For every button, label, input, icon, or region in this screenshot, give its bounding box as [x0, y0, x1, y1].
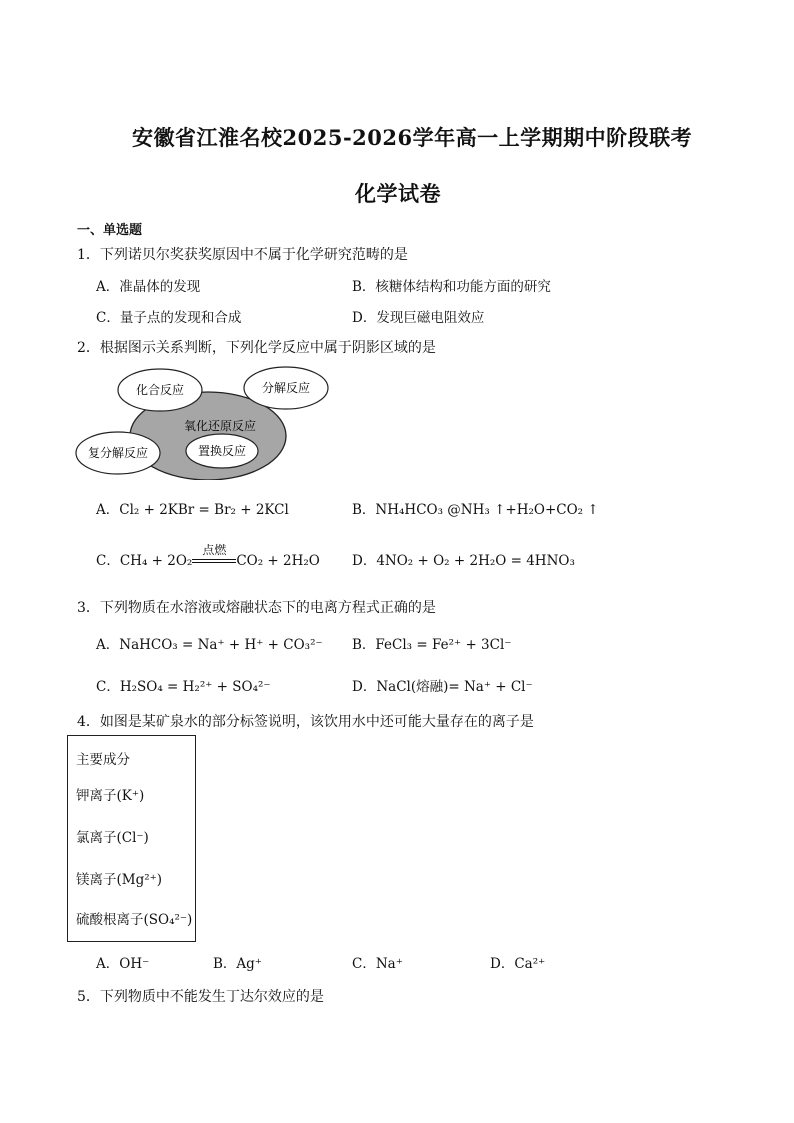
question-1-stem: 1．下列诺贝尔奖获奖原因中不属于化学研究范畴的是	[77, 247, 408, 263]
question-1-option-a[interactable]: A．准晶体的发现	[96, 279, 201, 295]
option-label: C．	[96, 553, 120, 569]
question-3-option-d[interactable]	[352, 675, 533, 695]
option-label: A．	[96, 637, 120, 653]
option-label: A．	[96, 502, 120, 518]
equation-right: CO₂ + 2H₂O	[236, 553, 320, 569]
option-label: B．	[352, 502, 376, 518]
option-label: D．	[352, 679, 377, 695]
equation: NaCl(熔融)= Na⁺ + Cl⁻	[376, 679, 533, 695]
condition-label: 点燃	[202, 542, 227, 557]
reaction-venn-diagram	[72, 360, 332, 480]
decomposition-label: 分解反应	[261, 381, 311, 395]
equation: NaHCO₃ = Na⁺ + H⁺ + CO₃²⁻	[119, 637, 323, 653]
equation: Cl₂ + 2KBr = Br₂ + 2KCl	[119, 502, 289, 518]
equation: FeCl₃ = Fe²⁺ + 3Cl⁻	[375, 637, 512, 653]
option-label: D．	[352, 553, 377, 569]
equation: 4NO₂ + O₂ + 2H₂O = 4HNO₃	[376, 553, 575, 569]
question-4-option-c[interactable]: C．Na⁺	[352, 956, 403, 972]
question-3-option-c[interactable]	[96, 675, 271, 695]
question-4-option-b[interactable]: B．Ag⁺	[213, 956, 262, 972]
question-2-option-c[interactable]	[96, 542, 320, 569]
question-1-option-c[interactable]: C．量子点的发现和合成	[96, 310, 242, 326]
mineral-water-label	[67, 735, 196, 942]
equation: NH₄HCO₃ @NH₃ ↑+H₂O+CO₂ ↑	[375, 502, 599, 518]
question-2-option-b[interactable]	[352, 498, 599, 518]
question-2-option-d[interactable]	[352, 549, 575, 569]
equation: H₂SO₄ = H₂²⁺ + SO₄²⁻	[119, 679, 271, 695]
page-subtitle: 化学试卷	[355, 181, 441, 206]
page-title: 安徽省江淮名校2025-2026学年高一上学期期中阶段联考	[132, 125, 693, 150]
label-row-chloride: 氯离子(Cl⁻)	[76, 830, 149, 846]
question-3-option-b[interactable]	[352, 633, 511, 653]
equation-left: CH₄ + 2O₂	[119, 553, 193, 569]
question-1-option-b[interactable]: B．核糖体结构和功能方面的研究	[352, 279, 551, 295]
question-4-option-d[interactable]: D．Ca²⁺	[490, 956, 546, 972]
question-3-option-a[interactable]	[96, 633, 323, 653]
combination-label: 化合反应	[135, 383, 185, 397]
label-row-magnesium: 镁离子(Mg²⁺)	[76, 872, 163, 888]
question-2-stem: 2．根据图示关系判断，下列化学反应中属于阴影区域的是	[77, 340, 436, 356]
option-label: C．	[96, 679, 120, 695]
label-row-sulfate: 硫酸根离子(SO₄²⁻)	[76, 912, 193, 928]
question-4-option-a[interactable]: A．OH⁻	[96, 956, 150, 972]
section-heading: 一、单选题	[77, 223, 143, 238]
question-5-stem: 5．下列物质中不能发生丁达尔效应的是	[77, 989, 324, 1005]
question-2-option-a[interactable]	[96, 498, 289, 518]
label-row-heading: 主要成分	[76, 752, 130, 768]
ignite-condition	[192, 542, 236, 569]
option-label: B．	[352, 637, 376, 653]
question-4-stem: 4．如图是某矿泉水的部分标签说明，该饮用水中还可能大量存在的离子是	[77, 714, 534, 730]
redox-label: 氧化还原反应	[183, 419, 257, 433]
question-1-option-d[interactable]: D．发现巨磁电阻效应	[352, 310, 485, 326]
displacement-label: 置换反应	[197, 444, 247, 458]
double-displacement-label: 复分解反应	[87, 446, 149, 460]
question-3-stem: 3．下列物质在水溶液或熔融状态下的电离方程式正确的是	[77, 600, 436, 616]
label-row-potassium: 钾离子(K⁺)	[76, 788, 145, 804]
